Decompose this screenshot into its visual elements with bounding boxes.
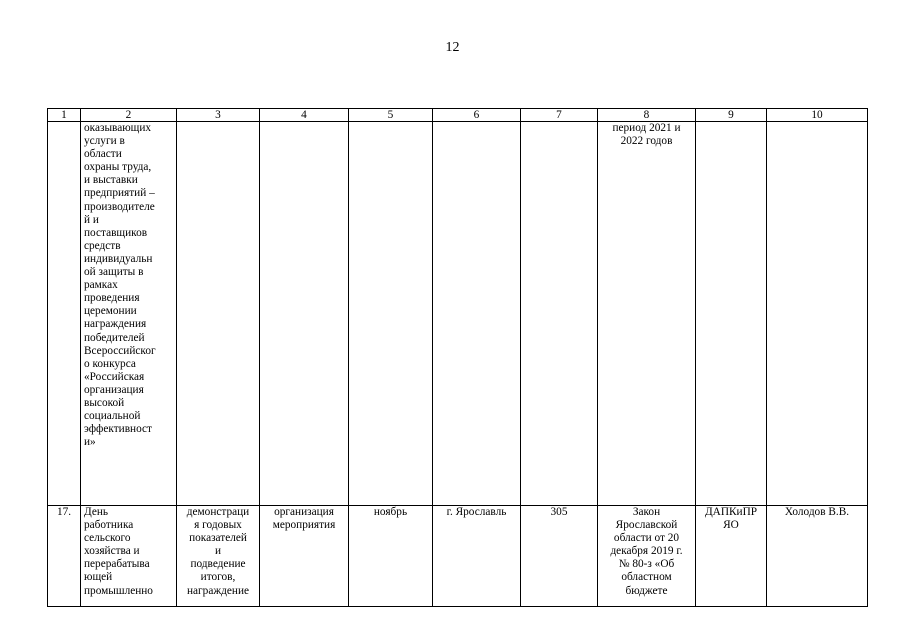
column-header: 5 (349, 109, 433, 122)
purpose-cell: демонстраци я годовых показателей и подведение итогов, награждение (177, 506, 260, 607)
activity-type-cell: организация мероприятия (260, 506, 349, 607)
location-cell: г. Ярославль (433, 506, 521, 607)
department-cell: ДАПКиПР ЯО (696, 506, 767, 607)
column-header: 2 (81, 109, 177, 122)
table-row (48, 506, 868, 607)
responsible-person-cell (767, 122, 868, 506)
column-header: 1 (48, 109, 81, 122)
column-header: 3 (177, 109, 260, 122)
date-cell: ноябрь (349, 506, 433, 607)
event-name-cell: День работника сельского хозяйства и перерабатыва ющей промышленно (81, 506, 177, 607)
purpose-cell (177, 122, 260, 506)
page-number: 12 (445, 40, 460, 55)
table-header-row (48, 109, 868, 122)
activity-type-cell (260, 122, 349, 506)
department-cell (696, 122, 767, 506)
event-name-cell: оказывающих услуги в области охраны труда, и выставки предприятий – производителе й и поставщиков средств индивидуальн ой защиты в рамках проведения церемонии награждения победителей Всероссийског о конкурса «Российская организация высокой социальной эффективност и» (81, 122, 177, 506)
column-header: 9 (696, 109, 767, 122)
column-header: 4 (260, 109, 349, 122)
amount-cell: 305 (521, 506, 598, 607)
location-cell (433, 122, 521, 506)
column-header: 8 (598, 109, 696, 122)
row-number-cell (48, 122, 81, 506)
row-number-cell: 17. (48, 506, 81, 607)
date-cell (349, 122, 433, 506)
responsible-person-cell: Холодов В.В. (767, 506, 868, 607)
legal-basis-cell: период 2021 и 2022 годов (598, 122, 696, 506)
column-header: 7 (521, 109, 598, 122)
table-row (48, 122, 868, 506)
events-table (47, 108, 868, 607)
column-header: 10 (767, 109, 868, 122)
legal-basis-cell: Закон Ярославской области от 20 декабря 2019 г. № 80-з «Об областном бюджете (598, 506, 696, 607)
amount-cell (521, 122, 598, 506)
column-header: 6 (433, 109, 521, 122)
